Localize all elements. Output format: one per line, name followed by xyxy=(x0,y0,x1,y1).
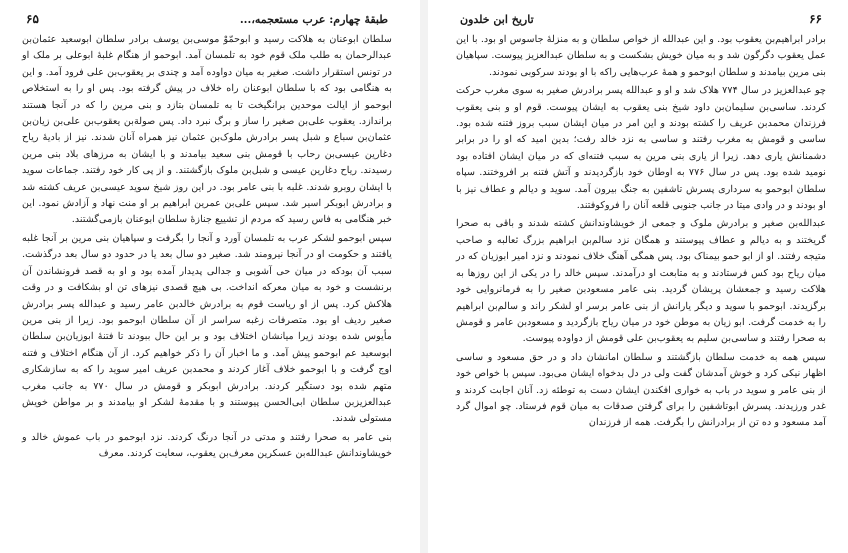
book-gutter xyxy=(420,0,428,553)
right-page-number: ۶۶ xyxy=(809,12,822,26)
left-page-header xyxy=(22,12,392,32)
paragraph: سلطان ابوعنان به هلاکت رسید و ابوحمّوْ موسی‌بن یوسف برادر سلطان ابوسعید عثمان‌بن عبدالرحمان به طلب ملک قوم خود به تلمسان آمد. ابوحمو از هنگام غلبهٔ ابوعلی بر ملک او در تونس استقرار داشت. صغیر به میان دواوده آمد و چندی بر یعقوب‌بن علی فرود آمد. و این به هنگامی بود که با سلطان ابوعنان راه خلاف در پیش گرفته بود. پس او را به استخلاص ابوحمو از ایالت موحدین برانگیخت تا به تلمسان بتازد و بنی مرین را که در آنجا هستند براندازد. یعقوب علی‌بن صغیر را ساز و برگ نبرد داد. پس صولة‌بن یعقوب‌بن علی‌بن زیان‌بن عثمان‌بن سباع و شبل پسر برادرش ملوک‌بن عثمان نیز همراه آنان شدند. نیز از بادیهٔ ریاح دغارین عیسی‌بن رحاب با قومش بنی سعید بیامدند و با ایشان به مرزهای بلاد بنی مرین رسیدند. ریاح دغارین عیسی و شبل‌بن ملوک بازگشتند. و از پی کار خود رفتند. جماعات سوید با ایشان روبرو شدند. غلبه با بنی عامر بود. در این روز شیخ سوید عیسی‌بن عریف کشته شد و برادرش ابوبکر اسیر شد. سپس علی‌بن عمرین ابراهیم بر او منت نهاد و آزادش نمود. این خبر هنگامی به فاس رسید که مردم از تشییع جنازهٔ سلطان ابوعنان بازمی‌گشتند. xyxy=(22,34,392,226)
left-running-title: طبقهٔ چهارم: عرب مستعجمه،... xyxy=(239,13,388,26)
right-page-header xyxy=(456,12,826,32)
paragraph: بنی عامر به صحرا رفتند و مدتی در آنجا درنگ کردند. نزد ابوحمو در باب عموش خالد و خویشاوندانش عبدالله‌بن عسکرین معرف‌بن یعقوب، سعایت کردند. معرف xyxy=(22,431,392,460)
right-page xyxy=(428,0,848,553)
left-page-body xyxy=(22,32,392,463)
right-running-title: تاریخ ابن خلدون xyxy=(460,13,534,26)
right-page-body xyxy=(456,32,826,432)
paragraph: چو عبدالعزیز در سال ۷۷۴ هلاک شد و او و عبدالله پسر برادرش صغیر به سوی مغرب حرکت کردند. ساسی‌بن سلیمان‌بن داود شیخ بنی یعقوب به ایشان پیوست. قوم او و بنی یعقوب فرزندان محمدبن عریف را کشته بودند و این امر در میان ایشان سبب بروز فتنه شده بود. ساسی و قومش به مغرب رفتند و ساسی به نزد خالد رفت؛ بدین امید که او را در برابر دشمنانش یاری دهد. زیرا از یاری بنی مرین به سبب فتنه‌ای که در میان ایشان افتاده بود نومید شده بود. پس در سال ۷۷۶ به اوطان خود بازگردیدند و آتش فتنه بر افروختند. سپاه سلطان ابوحمو به سرداری پسرش تاشفین به جنگ بیرون آمد. سوید و دیالم و عطاف نیز با او بودند و در وادی میتا در جانب جنوبی قلعه آنان را فروکوفتند. xyxy=(456,85,826,212)
paragraph: سپس همه به خدمت سلطان بازگشتند و سلطان امانشان داد و در حق مسعود و ساسی اظهار نیکی کرد و خوش آمدشان گفت ولی در دل بدخواه ایشان می‌بود. سپس با خواص خود از بنی عامر و سوید در باب به خواری افکندن ایشان دست به توطئه زد. آنان اجابت کردند و غدر ورزیدند. پسرش ابوتاشفین را برای گرفتن صدقات به میان قوم فرستاد. چو اموال گرد آمد مسعود و ده تن از برادرانش را بگرفت. همه از فرزندان xyxy=(456,351,826,429)
paragraph: سپس ابوحمو لشکر عرب به تلمسان آورد و آنجا را بگرفت و سپاهیان بنی مرین بر آنجا غلبه یافتند و حکومت او در آنجا نیرومند شد. صغیر دو سال بعد یا در حدود دو سال بعد درگذشت. سبب آن بودکه در میان حی آشوبی و جدالی پدیدار آمده بود و او به قصد فرونشاندن آن برنشست و خود به میان معرکه انداخت. بی هیچ قصدی نیزهای تن او بشکافت و در وقت هلاکش کرد. پس از او ریاست قوم به برادرش خالدبن عامر رسید و عبدالله پسر برادرش صغیر ردیف او بود. متصرفات زغبه سراسر از آن سلطان ابوحمو بود. زیرا از بنی مرین مأیوس شده بودند زیرا میانشان اختلاف بود و بر این حال ببودند تا فتنهٔ ابوزیان‌بن سلطان ابوسعید عم ابوحمو پیش آمد. و ما اخبار آن را ذکر خواهیم کرد. از آن هنگام اختلاف و فتنه اوج گرفت و با ابوحمو خلاف آغاز کردند و محمدبن عریف امیر سوید را که به سازشکاری متهم شده بود دستگیر کردند. برادرش ابوبکر و قومش در سال ۷۷۰ به جانب مغرب عبدالعزیزبن سلطان ابی‌الحسن پیوستند و با مقدمهٔ لشکر او بیامدند و بر مواطن خویش مستولی شدند. xyxy=(22,232,392,425)
left-page xyxy=(0,0,420,553)
left-page-number: ۶۵ xyxy=(26,12,39,26)
paragraph: برادر ابراهیم‌بن یعقوب بود. و این عبدالله از خواص سلطان و به منزلهٔ جاسوس او بود. با این عمل یعقوب دگرگون شد و به میان خویش بشکست و به سلطان عبدالعزیز پیوست. سپاهیان بنی مرین بیامدند و سلطان ابوحمو و همهٔ عرب‌هایی راکه با او بودند سرکوبی نمودند. xyxy=(456,34,826,78)
paragraph: عبدالله‌بن صغیر و برادرش ملوک و جمعی از خویشاوندانش کشته شدند و باقی به صحرا گریختند و به دیالم و عطاف پیوستند و همگان نزد سالم‌بن ابراهیم بزرگ ثعالبه و صاحب متیجه رفتند. او از ابو حمو بیمناک بود. پس همگی آهنگ خلاف نمودند و نزد امیر ابوزیان که در میان ریاح بود کس فرستادند و به متابعت او درآمدند. سپس خالد را در یکی از این روزها به هلاکت رسید و جمعشان پریشان گردید. بنی عامر مسعودبن صغیر را به فرمانروایی خود برگزیدند. ابوحمو با سوید و دیگر یارانش از بنی عامر برسر او لشکر راند و سالم‌بن ابراهیم را به خدمت گرفت. ابو زیان به موطن خود در میان ریاح بازگردید و مسعودبن عامر و قومش به صحرا رفتند و ساسی‌بن سلیم به یعقوب‌بن علی قومش از دواوده پیوست. xyxy=(456,218,826,345)
